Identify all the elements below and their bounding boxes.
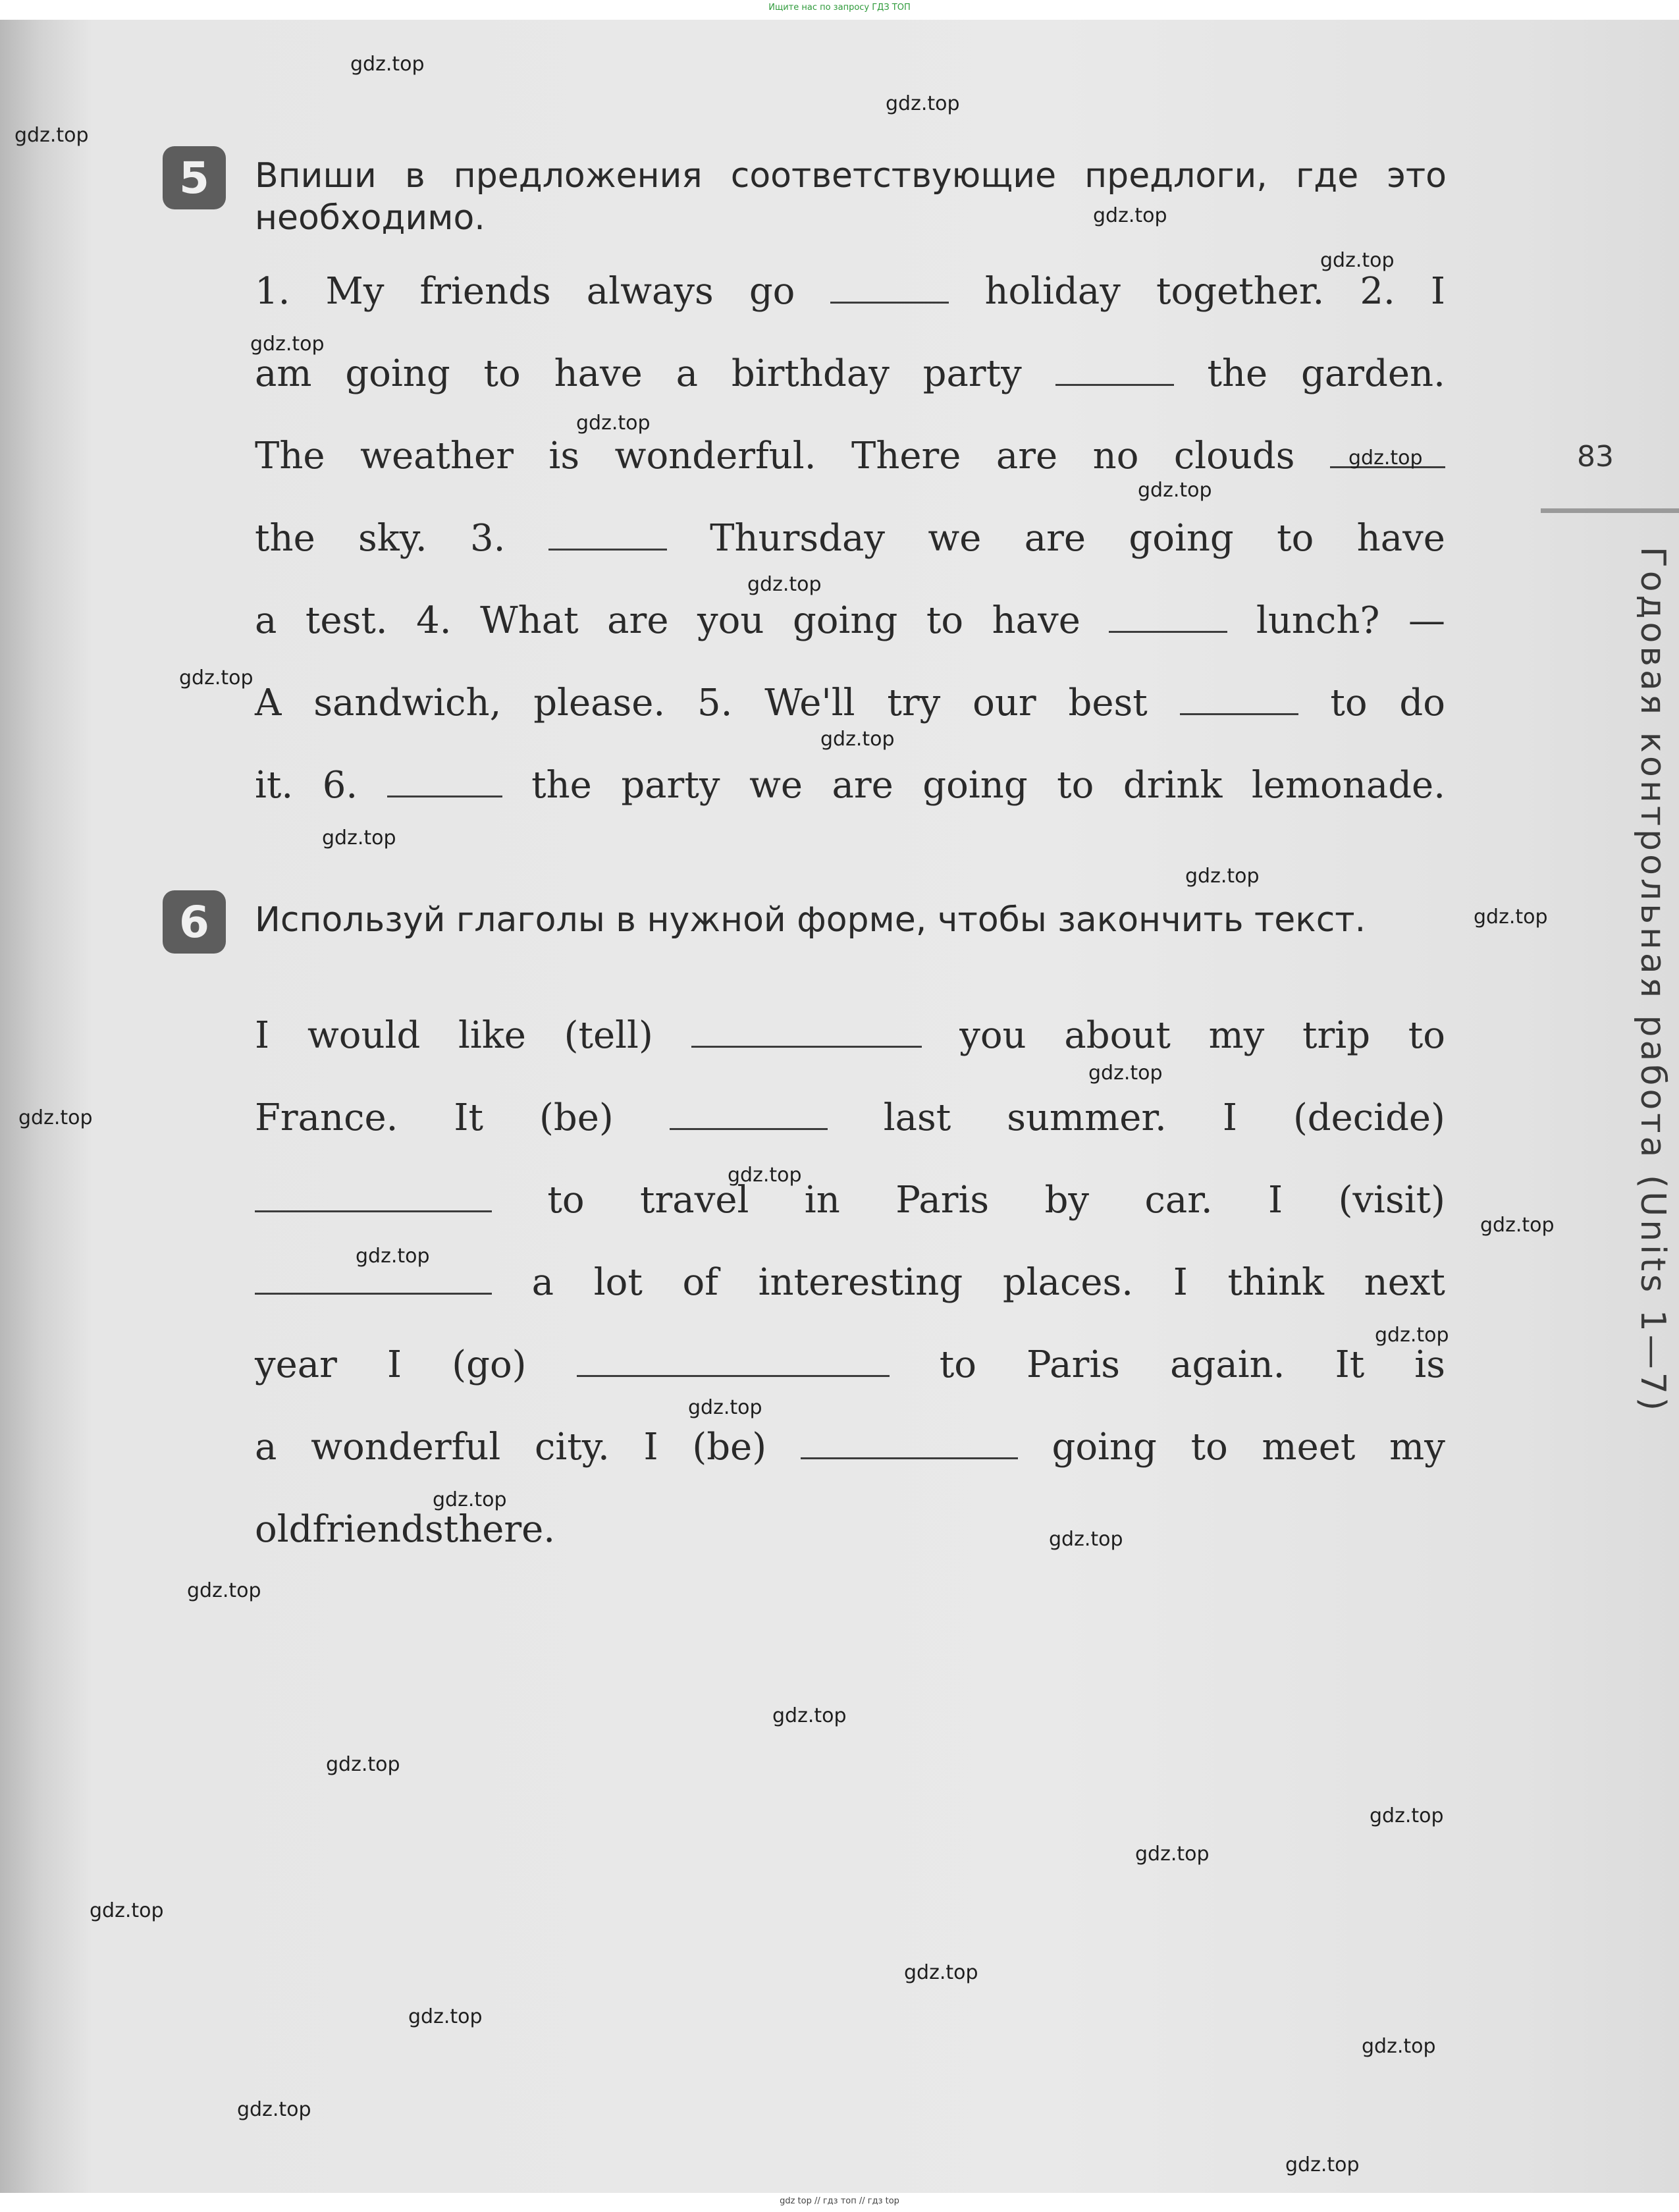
watermark-text: gdz.top [1135,1843,1210,1866]
text-word: are [996,435,1058,477]
watermark-text: gdz.top [350,53,425,76]
text-word: places. [1002,1261,1134,1304]
watermark-text: gdz.top [688,1396,762,1419]
side-divider [1541,508,1679,513]
text-word: would [307,1014,421,1057]
text-word: to [1057,764,1094,807]
text-word: a [255,1426,277,1469]
text-word: 1. [255,270,290,313]
text-word: to [1330,682,1368,724]
exercise-6-line [255,1096,1445,1156]
text-word: are [1024,517,1086,560]
text-word: is [548,435,580,477]
text-word: 3. [470,517,506,560]
text-word: lot [593,1261,643,1304]
watermark-text: gdz.top [356,1245,430,1268]
text-word: holiday [984,270,1121,313]
text-word: no [1092,435,1139,477]
text-word: I [1430,270,1445,313]
text-word: again. [1170,1343,1285,1386]
watermark-text: gdz.top [1285,2153,1360,2176]
text-word: drink [1123,764,1223,807]
text-word: friends [312,1508,444,1551]
text-word: lunch? [1256,599,1380,642]
watermark-text: gdz.top [250,333,325,356]
answer-blank[interactable] [691,1015,922,1048]
exercise-6-line [255,1508,1445,1567]
text-word: always [586,270,714,313]
answer-blank[interactable] [1109,601,1227,633]
text-word: a [255,599,277,642]
text-word: sky. [358,517,427,560]
text-word: weather [360,435,514,477]
watermark-text: gdz.top [747,573,822,596]
text-word: wonderful [311,1426,501,1469]
text-word: think [1227,1261,1324,1304]
watermark-text: gdz.top [1185,865,1260,888]
text-word: I [1268,1179,1283,1222]
text-word: we [749,764,803,807]
text-word: have [1356,517,1445,560]
text-word: party [922,352,1022,395]
text-word: (go) [452,1343,527,1386]
answer-blank[interactable] [255,1180,492,1212]
text-word: going [1129,517,1234,560]
text-word: city. [535,1426,610,1469]
answer-blank[interactable] [1180,683,1298,715]
text-word: by [1044,1179,1090,1222]
side-section-title: Годовая контрольная работа (Units 1—7) [1633,547,1672,1415]
watermark-text: gdz.top [326,1753,400,1776]
text-word: It [1335,1343,1365,1386]
text-word: I [1173,1261,1188,1304]
text-word: Thursday [710,517,886,560]
watermark-text: gdz.top [187,1579,261,1602]
watermark-text: gdz.top [18,1106,93,1129]
text-word: France. [255,1096,398,1139]
exercise-5-line [255,270,1445,329]
watermark-text: gdz.top [1375,1324,1449,1347]
text-word: going [345,352,450,395]
watermark-text: gdz.top [820,728,895,751]
exercise-5-line [255,352,1445,412]
text-word: our [973,682,1036,724]
text-word: like [458,1014,526,1057]
watermark-text: gdz.top [179,666,253,689]
watermark-text: gdz.top [433,1488,507,1511]
text-word: about [1064,1014,1171,1057]
text-word: going [1052,1426,1157,1469]
text-word: Paris [1026,1343,1120,1386]
text-word: trip [1302,1014,1371,1057]
answer-blank[interactable] [387,765,502,797]
text-word: We'll [764,682,855,724]
text-word: to [1408,1014,1445,1057]
page-number: 83 [1577,440,1614,473]
text-word: to [547,1179,585,1222]
text-word: go [749,270,795,313]
exercise-6-line [255,1426,1445,1485]
answer-blank[interactable] [670,1098,828,1130]
text-word: try [887,682,941,724]
text-word: going [922,764,1028,807]
text-word: last [883,1096,951,1139]
watermark-text: gdz.top [1480,1214,1555,1237]
text-word: have [992,599,1080,642]
text-word: I [387,1343,402,1386]
text-word: going [792,599,898,642]
answer-blank[interactable] [548,518,667,551]
text-word: you [959,1014,1026,1057]
text-word: to [926,599,964,642]
exercise-5-line [255,599,1445,659]
top-banner-text: Ищите нас по запросу ГДЗ ТОП [768,3,911,13]
text-word: my [1389,1426,1445,1469]
watermark-text: gdz.top [237,2098,311,2121]
text-word: summer. [1007,1096,1167,1139]
watermark-text: gdz.top [1088,1062,1163,1085]
text-word: to [483,352,521,395]
answer-blank[interactable] [830,271,949,304]
text-word: I [643,1426,658,1469]
text-word: wonderful. [614,435,816,477]
text-word: the [1207,352,1268,395]
text-word: a [531,1261,554,1304]
text-word: in [804,1179,840,1222]
text-word: I [1222,1096,1237,1139]
exercise-6-instruction: Используй глаголы в нужной форме, чтобы закончить текст. [255,900,1366,940]
text-word: — [1408,599,1445,642]
text-word: best [1068,682,1148,724]
text-word: to [939,1343,976,1386]
text-word: Paris [895,1179,990,1222]
exercise-5-instruction: Впиши в предложения соответствующие предлоги, где это необходимо. [255,156,1447,238]
text-word: please. [533,682,666,724]
text-word: I [255,1014,270,1057]
text-word: (decide) [1293,1096,1445,1139]
watermark-text: gdz.top [772,1704,847,1727]
text-word: party [621,764,720,807]
exercise-5-number-badge: 5 [163,146,226,209]
text-word: clouds [1173,435,1295,477]
text-word: it. [255,764,294,807]
watermark-text: gdz.top [886,92,960,115]
text-word: have [554,352,643,395]
text-word: friends [419,270,551,313]
bottom-banner-text: gdz top // гдз топ // гдз top [780,2196,899,2206]
watermark-text: gdz.top [1370,1804,1444,1827]
watermark-text: gdz.top [408,2005,483,2028]
answer-blank[interactable] [801,1427,1018,1459]
text-word: (be) [692,1426,767,1469]
text-word: The [255,435,325,477]
text-word: 4. [416,599,452,642]
watermark-text: gdz.top [322,826,396,850]
watermark-text: gdz.top [728,1164,802,1187]
text-word: garden. [1301,352,1445,395]
text-word: What [480,599,579,642]
watermark-text: gdz.top [1093,204,1167,227]
text-word: test. [305,599,388,642]
exercise-5-line [255,517,1445,576]
text-word: (be) [539,1096,614,1139]
text-word: next [1364,1261,1445,1304]
text-word: are [607,599,669,642]
text-word: There [851,435,961,477]
text-word: the [255,517,315,560]
exercise-6-line [255,1343,1445,1403]
text-word: together. [1156,270,1325,313]
text-word: A [255,682,282,724]
text-word: 2. [1360,270,1395,313]
text-word: is [1414,1343,1445,1386]
watermark-text: gdz.top [1320,249,1395,272]
text-word: a [676,352,699,395]
watermark-text: gdz.top [1138,479,1212,502]
text-word: meet [1262,1426,1356,1469]
exercise-6-line [255,1014,1445,1073]
text-word: my [1208,1014,1265,1057]
watermark-text: gdz.top [1474,905,1548,929]
text-word: to [1190,1426,1228,1469]
watermark-text: gdz.top [90,1899,164,1922]
text-word: am [255,352,312,395]
text-word: My [325,270,385,313]
watermark-text: gdz.top [14,124,89,147]
text-word: of [682,1261,718,1304]
text-word: car. [1144,1179,1213,1222]
answer-blank[interactable] [577,1345,890,1377]
answer-blank[interactable] [1055,354,1174,386]
text-word: interesting [758,1261,963,1304]
watermark-text: gdz.top [1362,2035,1436,2058]
text-word: (tell) [564,1014,653,1057]
watermark-text: gdz.top [576,412,651,435]
text-word: birthday [731,352,890,395]
text-word: the [531,764,592,807]
exercise-5-line [255,764,1445,823]
text-word: year [255,1343,337,1386]
watermark-text: gdz.top [904,1961,978,1984]
text-word: sandwich, [313,682,502,724]
text-word: lemonade. [1251,764,1445,807]
text-word: 6. [322,764,358,807]
text-word: there. [443,1508,556,1551]
exercise-6-line [255,1179,1445,1238]
text-word: do [1399,682,1445,724]
text-word: we [928,517,982,560]
text-word: are [832,764,893,807]
watermark-text: gdz.top [1348,446,1423,470]
text-word: old [255,1508,313,1551]
text-word: to [1277,517,1314,560]
exercise-6-number-badge: 6 [163,890,226,954]
text-word: It [454,1096,484,1139]
exercise-6-line [255,1261,1445,1320]
text-word: 5. [697,682,733,724]
exercise-5-line [255,435,1445,494]
watermark-text: gdz.top [1049,1528,1123,1551]
text-word: (visit) [1338,1179,1445,1222]
text-word: you [697,599,764,642]
text-word: travel [640,1179,749,1222]
